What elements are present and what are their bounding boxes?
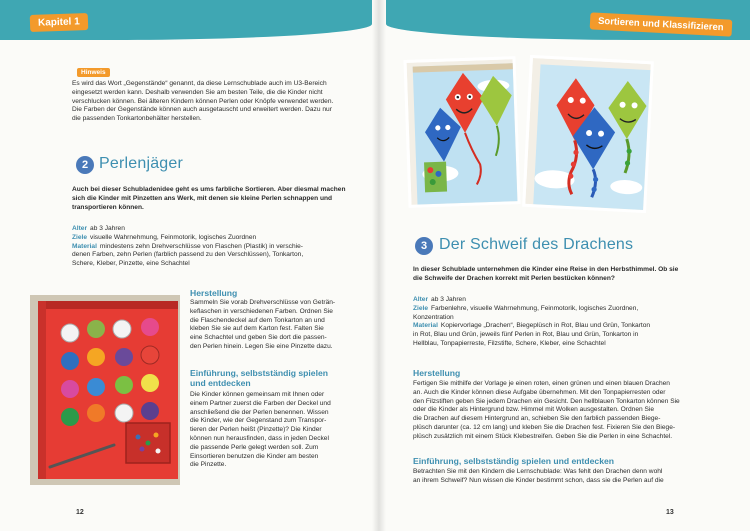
- section-2-intro-text: Die Kinder können gemeinsam mit Ihnen oder einem Partner zuerst die Farben der Deckel und anschließend die der Perlen benennen. Wissen die Kinder, wie der Gegenstand zum Transpor- tieren der Perlen heißt (Pinzette)? Die Kinder können nun herausfinden, dass in jeden Deckel die passende Perle gelegt werden soll. Zum Einsortieren benutzen die Kinder am besten die Pinzette.: [190, 391, 331, 469]
- kite-drawer-photo-1: [403, 56, 520, 208]
- page-number-left: 12: [76, 509, 84, 516]
- section-2-number: 2: [76, 156, 94, 174]
- section-3-intro-title: Einführung, selbstständig spielen und entdecken: [413, 456, 615, 466]
- bottle-cap-drawer-photo: [30, 295, 180, 485]
- page-number-right: 13: [666, 509, 674, 516]
- section-3-intro: In dieser Schublade unternehmen die Kinder eine Reise in den Herbsthimmel. Ob sie die Schweife der Drachen korrekt mit Perlen bestücken können?: [413, 266, 679, 282]
- section-3-meta: Alter ab 3 Jahren Ziele Farbenlehre, visuelle Wahrnehmung, Feinmotorik, logisches Zuordnen, Konzentration Material Kopiervorlage „Drachen“, Biegeplüsch in Rot, Blau und Grün, Tonkarton in Rot, Blau und Grün, jeweils fünf Perlen in Rot, Blau und Grün, Tonkarton in Hellblau, Tonpapierreste, Filzstifte, Schere, Kleber, eine Schachtel: [413, 296, 651, 347]
- topic-tag: Sortieren und Klassifizieren: [590, 12, 732, 36]
- section-3-making-text: Fertigen Sie mithilfe der Vorlage je einen roten, einen grünen und einen blauen Drachen an. Auch die Kinder können diese Aufgabe übernehmen. Mit den Tonpapierresten oder den Filzstiften geben Sie jedem Drachen ein Gesicht. Den hellblauen Tonkarton können Sie oder die Kinder als Hintergrund bzw. Himmel mit Wolken ausgestalten. Ordnen Sie die Drachen auf diesem Hintergrund an, schieben Sie den farblich passenden Biege- plüsch darunter (ca. 12 cm lang) und kleben Sie die Drachen fest. Fixieren Sie den Biege- plüsch zusätzlich mit einem Stück Klebestreifen. Geben Sie die Perlen in eine Schachtel.: [413, 380, 680, 440]
- section-3-making-title: Herstellung: [413, 368, 461, 378]
- section-3-intro-text: Betrachten Sie mit den Kindern die Lernschublade: Was fehlt den Drachen denn wohl an ihrem Schweif? Nun wissen die Kinder bestimmt schon, dass sie die Perlen auf die: [413, 468, 664, 484]
- section-2-making-title: Herstellung: [190, 288, 238, 298]
- page-gutter: [372, 0, 386, 531]
- section-3-title: Der Schweif des Drachens: [439, 236, 634, 253]
- section-3-number: 3: [415, 237, 433, 255]
- hint-label: Hinweis: [77, 68, 110, 77]
- section-2-intro: Auch bei dieser Schubladenidee geht es ums farbliche Sortieren. Aber diesmal machen sich die Kinder mit Pinzetten ans Werk, mit denen sie kleine Perlen schnappen und transportieren können.: [72, 186, 346, 211]
- section-2-meta: Alter ab 3 Jahren Ziele visuelle Wahrnehmung, Feinmotorik, logisches Zuordnen Material mindestens zehn Drehverschlüsse von Flaschen (Plastik) in verschie- denen Farben, zehn Perlen (farblich passend zu den Verschlüssen), Tonkarton, Schere, Kleber, Pinzette, eine Schachtel: [72, 225, 304, 268]
- section-2-intro-title: Einführung, selbstständig spielen und entdecken: [190, 368, 328, 388]
- section-2-making-text: Sammeln Sie vorab Drehverschlüsse von Geträn- keflaschen in verschiedenen Farben. Ordnen Sie die Flaschendeckel auf dem Tonkarton an und kleben Sie sie auf dem Karton fest. Falten Sie eine Schachtel und geben Sie dort die passen- den Perlen hinein. Legen Sie eine Pinzette dazu.: [190, 299, 336, 350]
- section-2-title: Perlenjäger: [99, 155, 184, 172]
- chapter-tag: Kapitel 1: [30, 13, 88, 32]
- hint-text: Es wird das Wort „Gegenstände“ genannt, da diese Lernschublade auch im U3-Bereich eingesetzt werden kann. Deshalb verwenden Sie am besten Teile, die die Kinder nicht verschlucken können. Bei älteren Kindern können Perlen oder Knöpfe verwendet werden. Die Farben der Gegenstände können auch ausgetauscht und erweitert werden. Dazu nur die passenden Tonkartonbehälter herstellen.: [72, 80, 334, 123]
- kite-drawer-photo-2: [522, 55, 654, 213]
